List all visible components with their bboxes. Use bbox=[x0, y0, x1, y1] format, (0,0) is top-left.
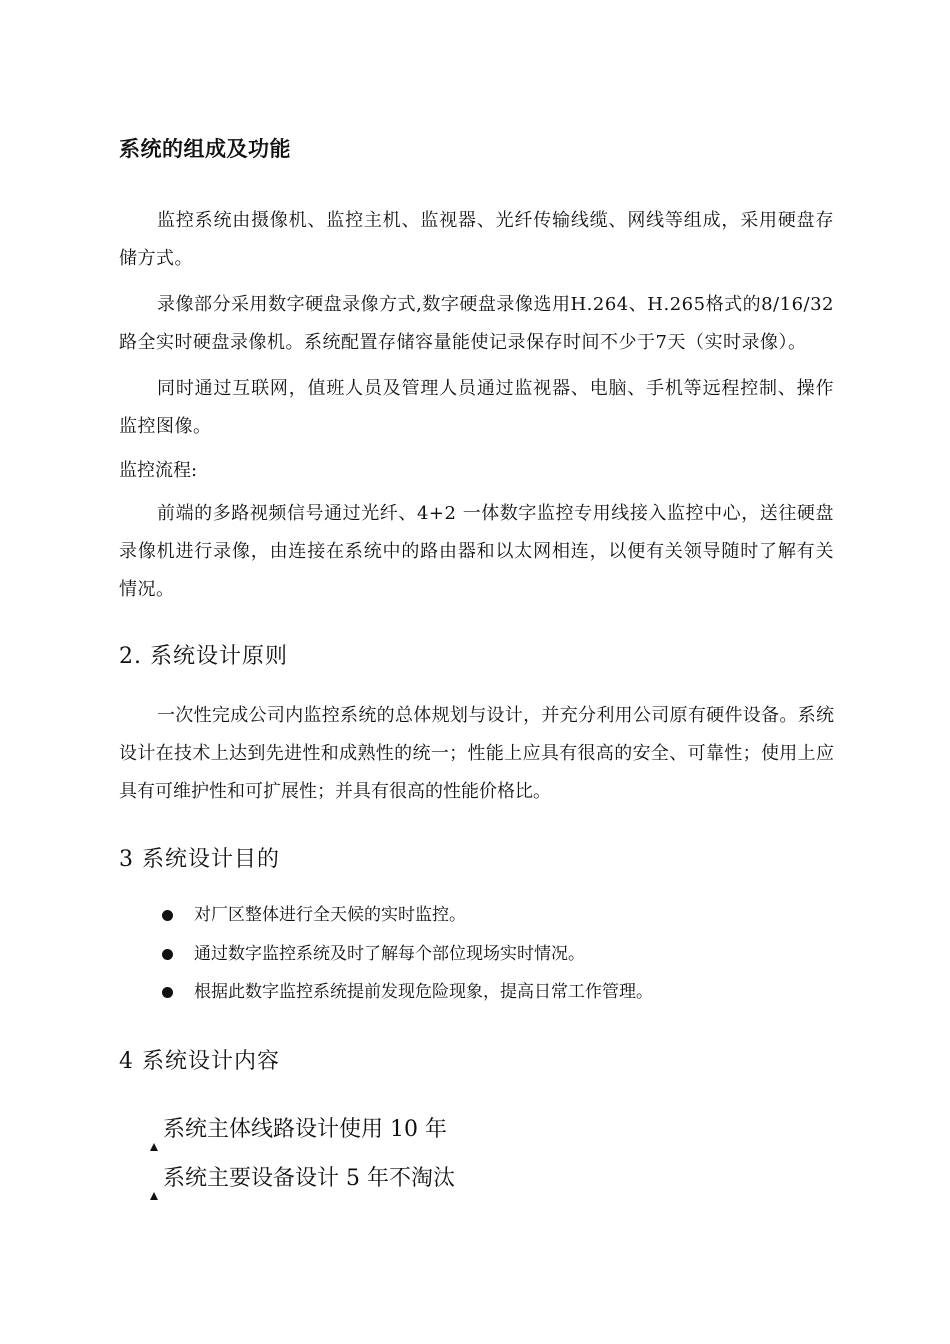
paragraph-components: 监控系统由摄像机、监控主机、监视器、光纤传输线缆、网线等组成，采用硬盘存储方式。 bbox=[119, 210, 834, 269]
section-title-design-goals: 3 系统设计目的 bbox=[119, 847, 280, 872]
bullet-dot-icon bbox=[162, 987, 173, 998]
section-title-composition: 系统的组成及功能 bbox=[119, 137, 291, 161]
content-list-item bbox=[150, 1164, 455, 1194]
goal-text: 对厂区整体进行全天候的实时监控。 bbox=[194, 905, 466, 925]
goal-text: 通过数字监控系统及时了解每个部位现场实时情况。 bbox=[194, 944, 585, 964]
section-title-design-principles: 2. 系统设计原则 bbox=[119, 644, 288, 669]
paragraph-recording: 录像部分采用数字硬盘录像方式,数字硬盘录像选用H.264、H.265格式的8/16/32路全实时硬盘录像机。系统配置存储容量能使记录保存时间不少于7天（实时录像）。 bbox=[119, 294, 834, 353]
goal-list-item bbox=[162, 979, 653, 1005]
goal-list-item bbox=[162, 902, 466, 928]
bullet-dot-icon bbox=[162, 910, 173, 921]
content-list-item bbox=[150, 1115, 447, 1145]
monitoring-flow-label: 监控流程: bbox=[119, 460, 198, 481]
goal-list-item bbox=[162, 941, 585, 967]
goal-text: 根据此数字监控系统提前发现危险现象，提高日常工作管理。 bbox=[194, 982, 653, 1002]
paragraph-remote-control: 同时通过互联网，值班人员及管理人员通过监视器、电脑、手机等远程控制、操作监控图像。 bbox=[119, 378, 834, 437]
paragraph-design-principles: 一次性完成公司内监控系统的总体规划与设计，并充分利用公司原有硬件设备。系统设计在技术上达到先进性和成熟性的统一；性能上应具有很高的安全、可靠性；使用上应具有可维护性和可扩展性；并具有很高的性能价格比。 bbox=[119, 705, 834, 802]
content-item-text: 系统主体线路设计使用 10 年 bbox=[163, 1117, 447, 1142]
section-title-design-content: 4 系统设计内容 bbox=[119, 1049, 280, 1074]
triangle-bullet-icon bbox=[150, 1143, 158, 1151]
paragraph-monitoring-flow: 前端的多路视频信号通过光纤、4+2 一体数字监控专用线接入监控中心，送往硬盘录像机进行录像，由连接在系统中的路由器和以太网相连，以便有关领导随时了解有关情况。 bbox=[119, 503, 834, 600]
triangle-bullet-icon bbox=[150, 1192, 158, 1200]
bullet-dot-icon bbox=[162, 949, 173, 960]
content-item-text: 系统主要设备设计 5 年不淘汰 bbox=[163, 1166, 455, 1191]
